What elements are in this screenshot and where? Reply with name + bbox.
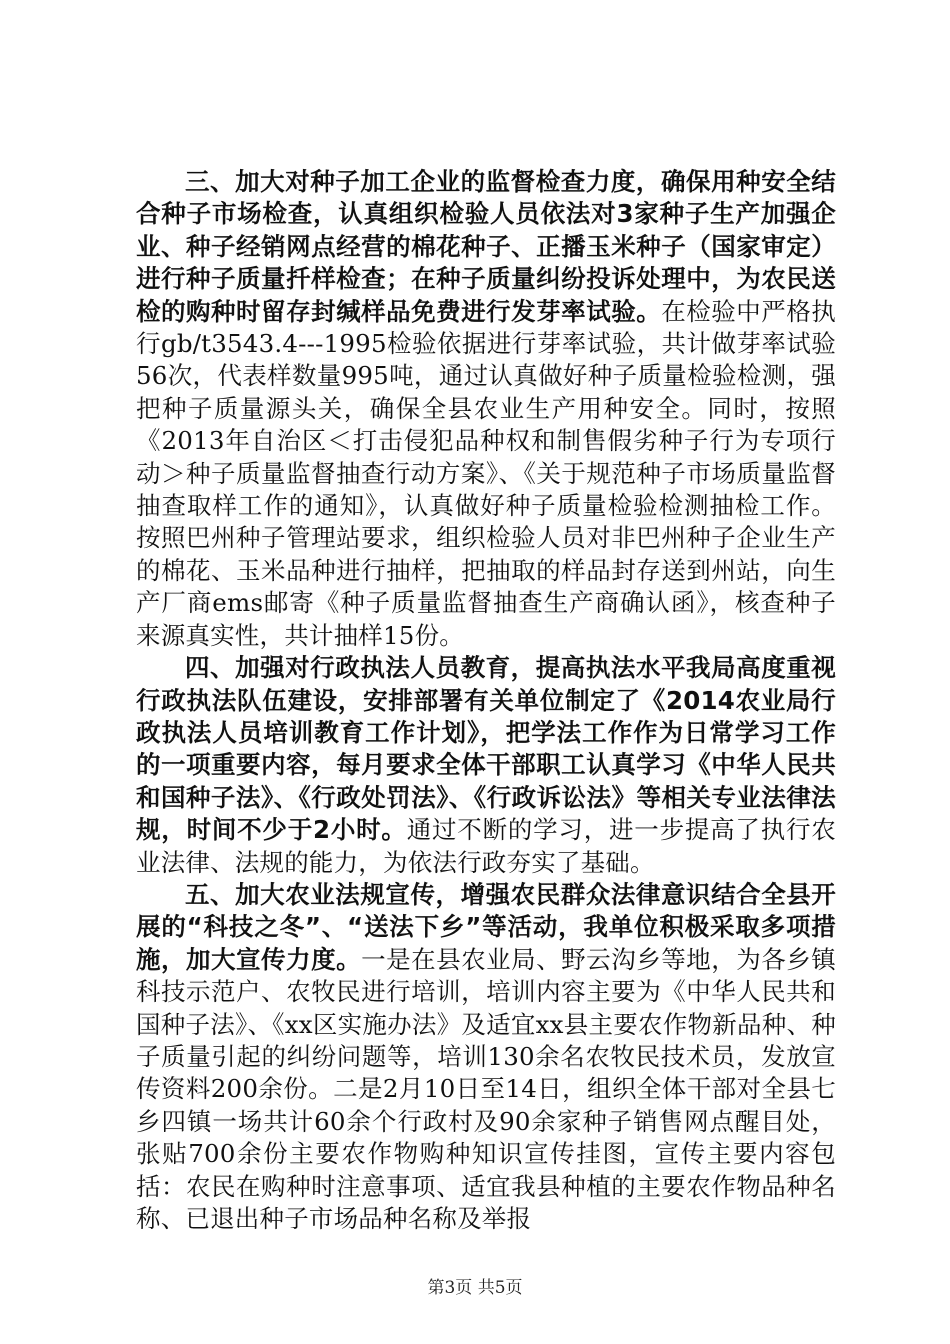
paragraph-4 (136, 652, 836, 879)
page-number-footer: 第3页 共5页 (427, 1278, 523, 1298)
paragraph-5-heading: 五、加大农业法规宣传，增强农民群众法律意识结合全县开展的“科技之冬”、“送法下乡”等活动，我单位积极采取多项措施，加大宣传力度。 (136, 879, 836, 974)
paragraph-4-heading: 四、加强对行政执法人员教育，提高执法水平我局高度重视行政执法队伍建设，安排部署有关单位制定了《2014农业局行政执法人员培训教育工作计划》，把学法工作作为日常学习工作的一项重要内容，每月要求全体干部职工认真学习《中华人民共和国种子法》、《行政处罚法》、《行政诉讼法》等相关专业法律法规，时间不少于2小时。 (136, 653, 836, 845)
paragraph-4-body: 通过不断的学习，进一步提高了执行农业法律、法规的能力，为依法行政夯实了基础。 (136, 815, 836, 877)
document-body (136, 166, 836, 1235)
paragraph-5-body: 一是在县农业局、野云沟乡等地，为各乡镇科技示范户、农牧民进行培训，培训内容主要为《中华人民共和国种子法》、《xx区实施办法》及适宜xx县主要农作物新品种、种子质量引起的纠纷问题等，培训130余名农牧民技术员，发放宣传资料200余份。二是2月10日至14日，组织全体干部对全县七乡四镇一场共计60余个行政村及90余家种子销售网点醒目处，张贴700余份主要农作物购种知识宣传挂图，宣传主要内容包括：农民在购种时注意事项、适宜我县种植的主要农作物品种名称、已退出种子市场品种名称及举报 (136, 944, 836, 1233)
paragraph-3-heading: 三、加大对种子加工企业的监督检查力度，确保用种安全结合种子市场检查，认真组织检验人员依法对3家种子生产加强企业、种子经销网点经营的棉花种子、正播玉米种子（国家审定）进行种子质量扦样检查；在种子质量纠纷投诉处理中，为农民送检的购种时留存封缄样品免费进行发芽率试验。 (136, 167, 836, 326)
paragraph-5 (136, 879, 836, 1235)
paragraph-3-body: 在检验中严格执行gb/t3543.4---1995检验依据进行芽率试验，共计做芽率试验56次，代表样数量995吨，通过认真做好种子质量检验检测，强把种子质量源头关，确保全县农业生产用种安全。同时，按照《2013年自治区＜打击侵犯品种权和制售假劣种子行为专项行动＞种子质量监督抽查行动方案》、《关于规范种子市场质量监督抽查取样工作的通知》，认真做好种子质量检验检测抽检工作。按照巴州种子管理站要求，组织检验人员对非巴州种子企业生产的棉花、玉米品种进行抽样，把抽取的样品封存送到州站，向生产厂商ems邮寄《种子质量监督抽查生产商确认函》，核查种子来源真实性，共计抽样15份。 (136, 296, 836, 650)
paragraph-3 (136, 166, 836, 652)
